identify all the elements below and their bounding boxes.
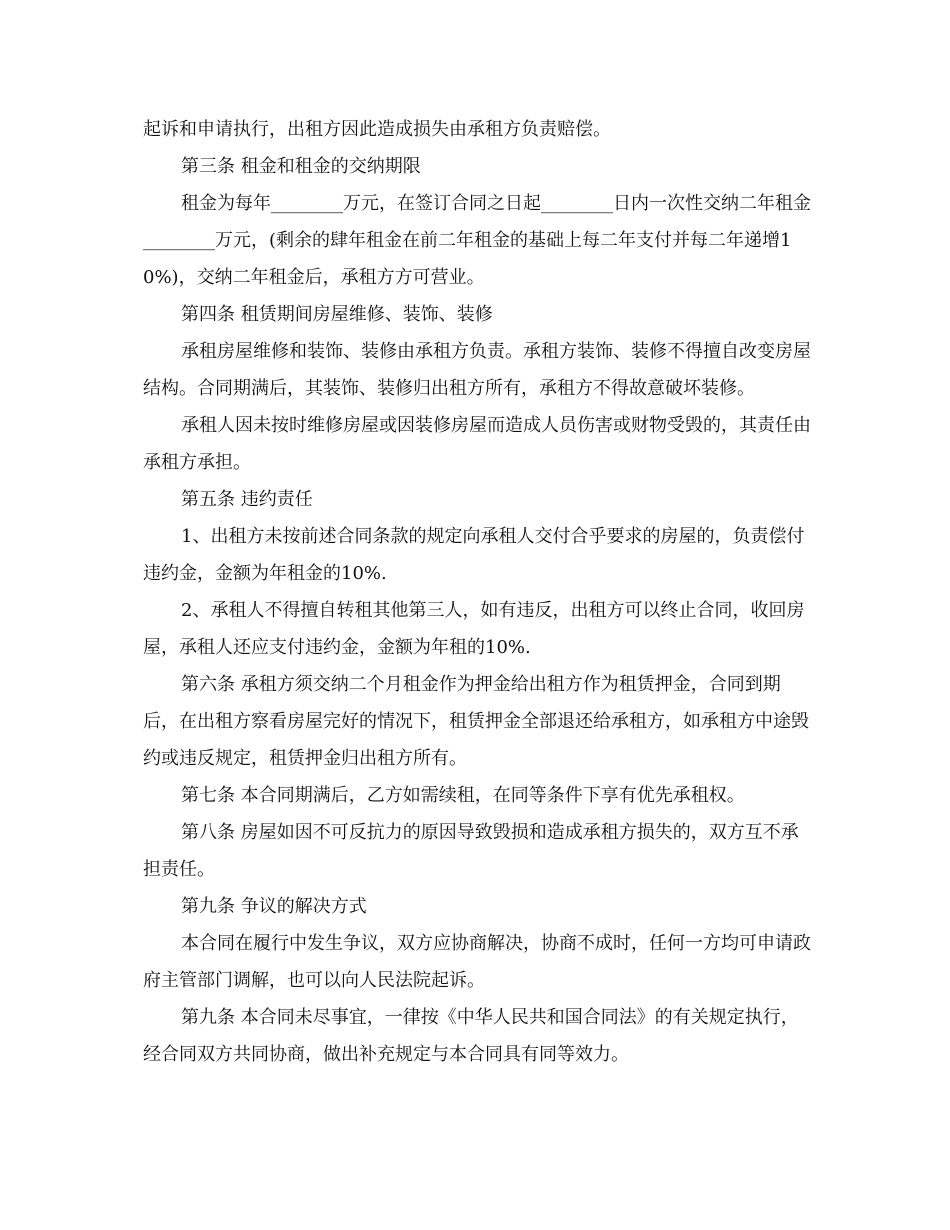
paragraph-continuation: 起诉和申请执行，出租方因此造成损失由承租方负责赔偿。 <box>143 119 611 140</box>
article-8-force-majeure: 第八条 房屋如因不可反抗力的原因导致毁损和造成承租方损失的，双方互不承担责任。 <box>143 822 799 880</box>
article-4-heading: 第四条 租赁期间房屋维修、装饰、装修 <box>181 304 493 325</box>
article-7-renewal: 第七条 本合同期满后，乙方如需续租，在同等条件下享有优先承租权。 <box>181 785 745 806</box>
article-4-liability: 承租人因未按时维修房屋或因装修房屋而造成人员伤害或财物受毁的，其责任由承租方承担。 <box>143 415 811 473</box>
article-9-heading: 第九条 争议的解决方式 <box>181 896 367 917</box>
article-3-rent-terms: 租金为每年________万元，在签订合同之日起________日内一次性交纳二年租金________万元，(剩余的肆年租金在前二年租金的基础上每二年支付并每二年递增10%)，交纳二年租金后，承租方方可营业。 <box>143 193 811 288</box>
article-9-supplementary: 第九条 本合同未尽事宜，一律按《中华人民共和国合同法》的有关规定执行，经合同双方共同协商，做出补充规定与本合同具有同等效力。 <box>143 1007 799 1065</box>
article-5-clause-1: 1、出租方未按前述合同条款的规定向承租人交付合乎要求的房屋的，负责偿付违约金，金额为年租金的10%. <box>143 526 805 584</box>
article-5-clause-2: 2、承租人不得擅自转租其他第三人，如有违反，出租方可以终止合同，收回房屋，承租人还应支付违约金，金额为年租的10%. <box>143 600 805 658</box>
article-4-repair-terms: 承租房屋维修和装饰、装修由承租方负责。承租方装饰、装修不得擅自改变房屋结构。合同期满后，其装饰、装修归出租方所有，承租方不得故意破坏装修。 <box>143 341 811 399</box>
article-9-dispute-terms: 本合同在履行中发生争议，双方应协商解决，协商不成时，任何一方均可申请政府主管部门调解，也可以向人民法院起诉。 <box>143 933 811 991</box>
article-6-deposit: 第六条 承租方须交纳二个月租金作为押金给出租方作为租赁押金，合同到期后，在出租方察看房屋完好的情况下，租赁押金全部退还给承租方，如承租方中途毁约或违反规定，租赁押金归出租方所有。 <box>143 674 809 769</box>
document-body <box>143 111 813 1073</box>
article-5-heading: 第五条 违约责任 <box>181 489 313 510</box>
article-3-heading: 第三条 租金和租金的交纳期限 <box>181 156 421 177</box>
